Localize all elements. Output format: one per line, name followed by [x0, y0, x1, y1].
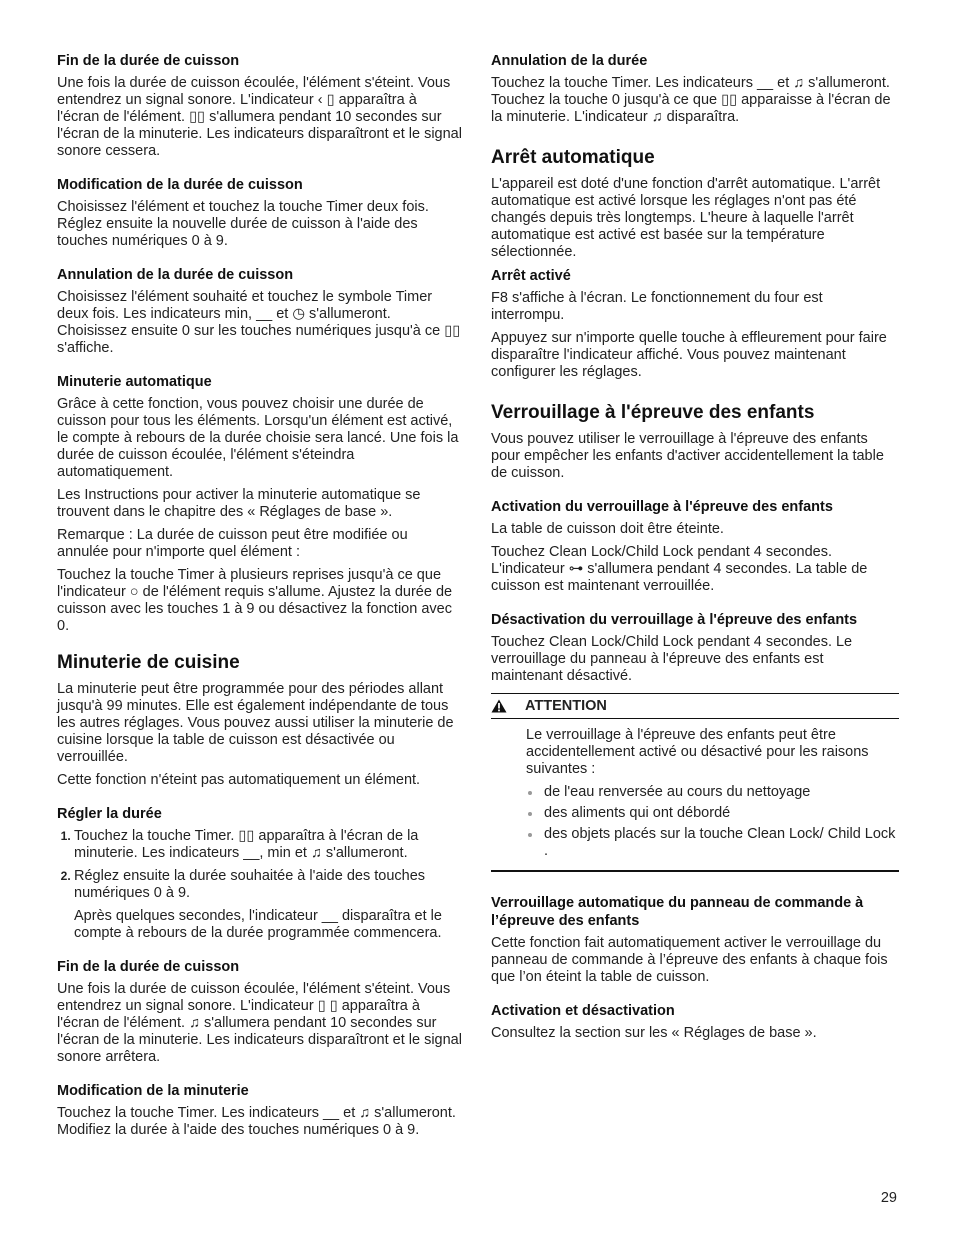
- list-item: [74, 868, 463, 942]
- paragraph: Touchez Clean Lock/Child Lock pendant 4 secondes. L'indicateur ⊶ s'allumera pendant 4 secondes. La table de cuisson est maintenant verrouillée.: [491, 544, 868, 594]
- warning-box: [491, 693, 899, 872]
- heading-child-lock-deactivation: Désactivation du verrouillage à l'épreuve des enfants: [491, 612, 858, 628]
- warning-triangle-icon: [491, 699, 507, 713]
- paragraph: L'appareil est doté d'une fonction d'arrêt automatique. L'arrêt automatique est activé lorsque les réglages n'ont pas été changés depuis très longtemps. L'heure à laquelle l'arrêt automatique est activé est basée sur la température sélectionnée.: [491, 176, 881, 260]
- heading-shutoff-active: Arrêt activé: [491, 268, 571, 284]
- paragraph: Appuyez sur n'importe quelle touche à effleurement pour faire disparaître l'indicateur affiché. Vous pouvez maintenant configurer les réglages.: [491, 330, 887, 380]
- paragraph: Cette fonction n'éteint pas automatiquement un élément.: [57, 772, 421, 788]
- heading-kitchen-timer: Minuterie de cuisine: [57, 652, 240, 673]
- list-item: des objets placés sur la touche Clean Lock/ Child Lock .: [544, 826, 899, 860]
- paragraph: Choisissez l'élément souhaité et touchez le symbole Timer deux fois. Les indicateurs min, __ et ◷ s'allumeront. Choisissez ensuite 0 sur les touches numériques jusqu'à ce ▯▯ s'affiche.: [57, 289, 461, 356]
- paragraph: F8 s'affiche à l'écran. Le fonctionnement du four est interrompu.: [491, 290, 823, 323]
- paragraph: Les Instructions pour activer la minuterie automatique se trouvent dans le chapitre des « Réglages de base ».: [57, 487, 421, 520]
- heading-activation-deactivation: Activation et désactivation: [491, 1003, 675, 1019]
- heading-auto-timer: Minuterie automatique: [57, 374, 212, 390]
- list-item: des aliments qui ont débordé: [544, 805, 899, 822]
- paragraph: Touchez la touche Timer. Les indicateurs __ et ♫ s'allumeront. Modifiez la durée à l'aide des touches numériques 0 à 9.: [57, 1105, 456, 1138]
- paragraph: Vous pouvez utiliser le verrouillage à l'épreuve des enfants pour empêcher les enfants d'activer accidentellement la table de cuisson.: [491, 431, 884, 481]
- warning-label: ATTENTION: [525, 698, 607, 714]
- heading-modify-timer: Modification de la minuterie: [57, 1083, 249, 1099]
- paragraph: La table de cuisson doit être éteinte.: [491, 521, 724, 537]
- paragraph: Consultez la section sur les « Réglages de base ».: [491, 1025, 817, 1041]
- heading-cancel-duration: Annulation de la durée: [491, 53, 648, 69]
- paragraph: Touchez la touche Timer. Les indicateurs __ et ♫ s'allumeront. Touchez la touche 0 jusqu'à ce que ▯▯ apparaisse à l'écran de la minuterie. L'indicateur ♫ disparaîtra.: [491, 75, 891, 125]
- heading-end-cooking: Fin de la durée de cuisson: [57, 53, 240, 69]
- list-item: 1. Touchez la touche Timer. ▯▯ apparaîtra à l'écran de la minuterie. Les indicateurs __, min et ♫ s'allumeront.: [74, 828, 463, 862]
- list-item: de l'eau renversée au cours du nettoyage: [544, 784, 899, 801]
- paragraph: Le verrouillage à l'épreuve des enfants peut être accidentellement activé ou désactivé pour les raisons suivantes :: [526, 727, 869, 777]
- paragraph: Choisissez l'élément et touchez la touche Timer deux fois. Réglez ensuite la nouvelle durée de cuisson à l'aide des touches numériques 0 à 9.: [57, 199, 429, 249]
- heading-cancel-cooking: Annulation de la durée de cuisson: [57, 267, 294, 283]
- heading-child-lock-activation: Activation du verrouillage à l'épreuve des enfants: [491, 499, 833, 515]
- paragraph: Touchez Clean Lock/Child Lock pendant 4 secondes. Le verrouillage du panneau à l'épreuve des enfants est maintenant désactivé.: [491, 634, 853, 684]
- heading-child-lock: Verrouillage à l'épreuve des enfants: [491, 402, 815, 423]
- steps-list: [57, 828, 463, 942]
- paragraph: Cette fonction fait automatiquement activer le verrouillage du panneau de commande à l’épreuve des enfants à chaque fois que l’on éteint la table de cuisson.: [491, 935, 888, 985]
- heading-auto-shutoff: Arrêt automatique: [491, 147, 655, 168]
- paragraph: La minuterie peut être programmée pour des périodes allant jusqu'à 99 minutes. Elle est également indépendante de tous les autres réglages. Vous pouvez aussi utiliser la minuterie de cuisine lorsque la table de cuisson est désactivée ou verrouillée.: [57, 681, 454, 765]
- left-column: [57, 52, 463, 1145]
- right-column: [491, 52, 899, 1048]
- heading-end-duration: Fin de la durée de cuisson: [57, 959, 240, 975]
- step-text: 2. Réglez ensuite la durée souhaitée à l'aide des touches numériques 0 à 9.: [74, 868, 426, 901]
- heading-auto-panel-lock: Verrouillage automatique du panneau de commande à l’épreuve des enfants: [491, 895, 864, 929]
- note-paragraph: Remarque : La durée de cuisson peut être modifiée ou annulée pour n'importe quel élément :: [57, 527, 408, 560]
- paragraph: Grâce à cette fonction, vous pouvez choisir une durée de cuisson pour tous les éléments. Lorsqu'un élément est activé, le compte à rebours de la durée choisie sera lancé. Une fois la durée de cuisson écoulée, l'élément s'éteindra automatiquement.: [57, 396, 459, 480]
- paragraph: Une fois la durée de cuisson écoulée, l'élément s'éteint. Vous entendrez un signal sonore. L'indicateur ‹ ▯ apparaîtra à l'écran de l'élément. ▯▯ s'allumera pendant 10 secondes sur l'écran de la minuterie. Les indicateurs disparaîtront et le signal sonore cessera.: [57, 75, 462, 159]
- heading-modify-cooking: Modification de la durée de cuisson: [57, 177, 303, 193]
- step-text: Après quelques secondes, l'indicateur __ disparaîtra et le compte à rebours de la durée programmée commencera.: [74, 908, 442, 941]
- page-number: 29: [880, 1190, 897, 1206]
- paragraph: Touchez la touche Timer à plusieurs reprises jusqu'à ce que l'indicateur ○ de l'élément requis s'allume. Ajustez la durée de cuisson avec les touches 1 à 9 ou désactivez la fonction avec 0.: [57, 567, 453, 634]
- warning-body: [491, 727, 899, 860]
- warning-title: [491, 698, 899, 719]
- warning-list: [526, 784, 899, 860]
- paragraph: Une fois la durée de cuisson écoulée, l'élément s'éteint. Vous entendrez un signal sonore. L'indicateur ▯ ▯ apparaîtra à l'écran de l'élément. ♫ s'allumera pendant 10 secondes sur l'écran de la minuterie. Les indicateurs disparaîtront et le signal sonore arrêtera.: [57, 981, 462, 1065]
- heading-set-duration: Régler la durée: [57, 806, 162, 822]
